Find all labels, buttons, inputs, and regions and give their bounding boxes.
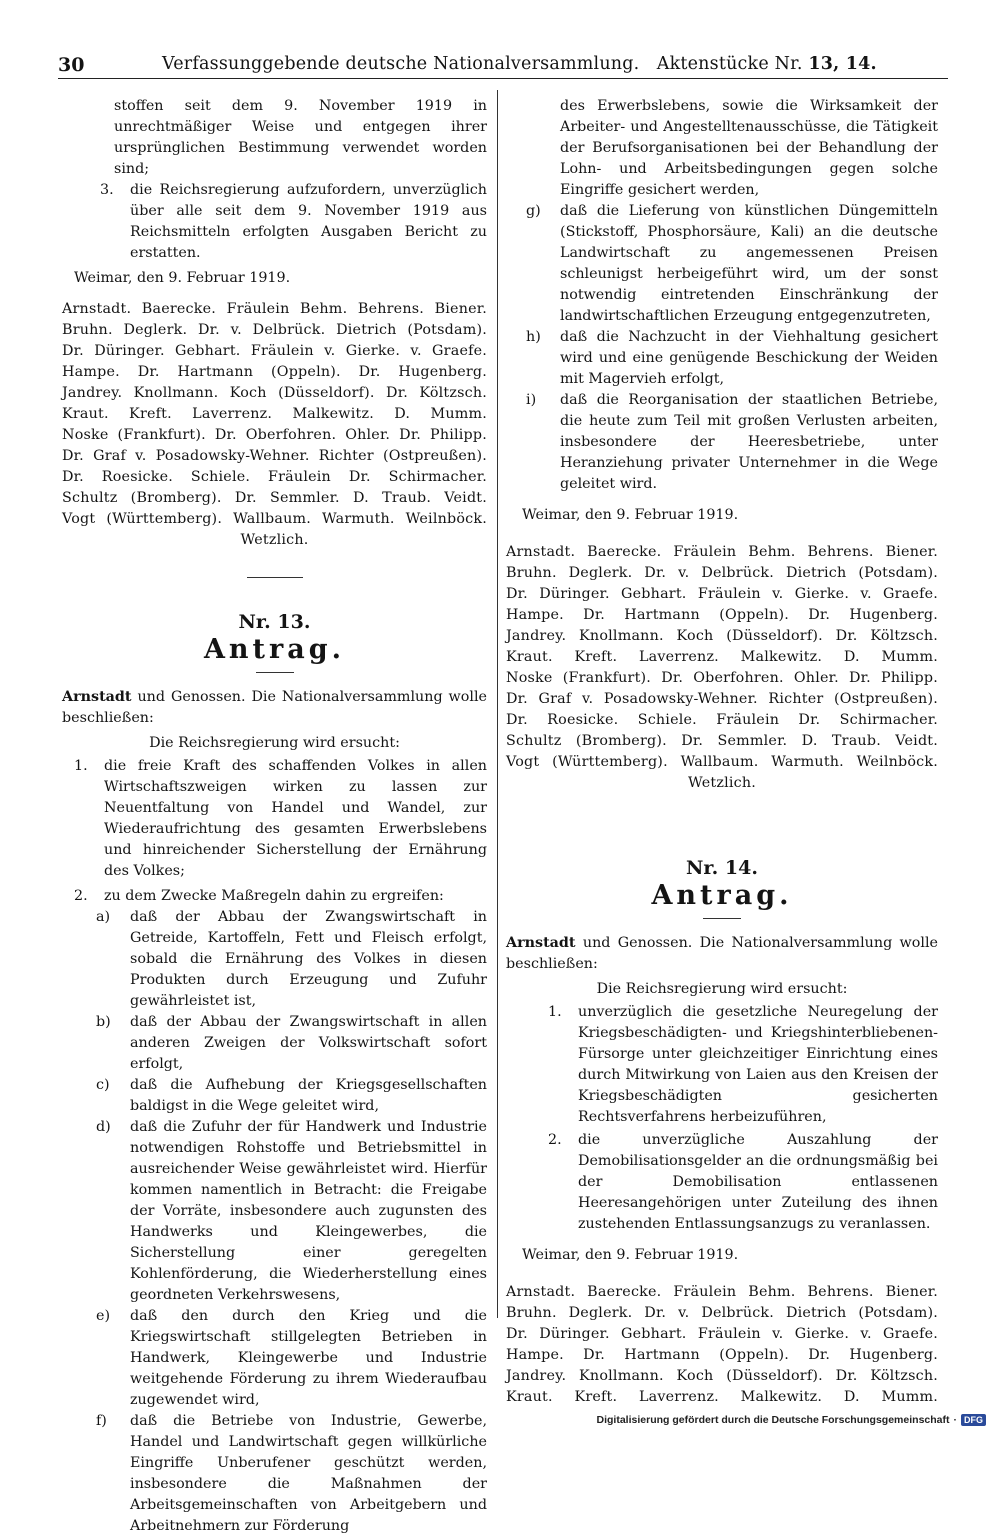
page-header — [58, 52, 948, 78]
motion-mover: Arnstadt — [506, 935, 576, 951]
signatory-line: Arnstadt. Baerecke. Fräulein Behm. Behrens. Biener. — [506, 1284, 938, 1300]
place-date: Weimar, den 9. Februar 1919. — [522, 507, 739, 523]
sub-item — [526, 201, 938, 327]
sub-item-text: daß der Abbau der Zwangswirtschaft in allen anderen Zweigen der Volkswirtschaft sofort erfolgt, — [130, 1014, 487, 1072]
page-number: 30 — [58, 54, 85, 76]
item-number: 1. — [74, 758, 88, 774]
motion-intro-text: und Genossen. Die Nationalversammlung wolle beschließen: — [62, 689, 487, 726]
signatory-line: Dr. Düringer. Gebhart. Fräulein v. Gierke. v. Graefe. — [506, 586, 938, 602]
signatory-list — [62, 299, 487, 551]
signatory-line: Noske (Frankfurt). Dr. Oberfohren. Ohler. Dr. Philipp. — [62, 427, 487, 443]
signatory-line: Arnstadt. Baerecke. Fräulein Behm. Behrens. Biener. — [62, 301, 487, 317]
item-number: 3. — [100, 182, 114, 198]
right-column — [506, 96, 938, 1408]
sub-item-letter: i) — [526, 392, 537, 408]
sub-item-text: daß die Lieferung von künstlichen Düngemitteln (Stickstoff, Phosphorsäure, Kali) an die deutsche Landwirtschaft zu angemessenen Preisen schleunigst herbeigeführt wird, um der sonst notwendig eintretenden Einschränkung der landwirtschaftlichen Erzeugung entgegenzutreten, — [560, 203, 938, 324]
sub-item — [96, 1075, 487, 1117]
item-1 — [506, 1002, 938, 1128]
place-date: Weimar, den 9. Februar 1919. — [522, 1247, 739, 1263]
item-number: 2. — [548, 1132, 562, 1148]
docs-numbers: 13, 14. — [808, 54, 877, 74]
credit-separator: · — [953, 1414, 957, 1426]
credit-text: Digitalisierung gefördert durch die Deutsche Forschungsgemeinschaft — [596, 1414, 950, 1426]
item-1 — [62, 756, 487, 882]
signatory-line: Dr. Graf v. Posadowsky-Wehner. Richter (Ostpreußen). — [62, 448, 487, 464]
sub-item-letter: h) — [526, 329, 541, 345]
signatory-line: Jandrey. Knollmann. Koch (Düsseldorf). Dr. Költzsch. — [506, 1368, 938, 1384]
item-number: 2. — [74, 888, 88, 904]
signatory-line: Kraut. Kreft. Laverrenz. Malkewitz. D. Mumm. — [506, 1389, 938, 1405]
dfg-logo-icon: DFG — [961, 1414, 986, 1426]
sub-item — [96, 907, 487, 1012]
sub-item-letter: a) — [96, 909, 111, 925]
signatory-list — [506, 1282, 938, 1408]
signatory-line: Hampe. Dr. Hartmann (Oppeln). Dr. Hugenberg. — [62, 364, 487, 380]
motion-mover: Arnstadt — [62, 689, 132, 705]
continuation-paragraph: stoffen seit dem 9. November 1919 in unrechtmäßiger Weise und entgegen ihrer ursprünglichen Bestimmung verwendet worden sind; — [114, 98, 487, 177]
signatory-line: Hampe. Dr. Hartmann (Oppeln). Dr. Hugenberg. — [506, 607, 938, 623]
signatory-line: Arnstadt. Baerecke. Fräulein Behm. Behrens. Biener. — [506, 544, 938, 560]
motion-intro-text: und Genossen. Die Nationalversammlung wolle beschließen: — [506, 935, 939, 972]
item-text: unverzüglich die gesetzliche Neuregelung der Kriegsbeschädigten- und Kriegshinterbliebenen-Fürsorge unter gleichzeitiger Einrichtung eines durch Mitwirkung von Laien aus den Kreisen der Kriegsbeschädigten gesicherten Rechtsverfahrens herbeizuführen, — [578, 1004, 938, 1125]
resolution-line: Die Reichsregierung wird ersucht: — [149, 735, 400, 751]
signatory-line: Kraut. Kreft. Laverrenz. Malkewitz. D. Mumm. — [62, 406, 487, 422]
column-divider — [497, 90, 498, 1318]
signatory-line: Jandrey. Knollmann. Koch (Düsseldorf). Dr. Költzsch. — [62, 385, 487, 401]
signatory-line: Vogt (Württemberg). Wallbaum. Warmuth. Weilnböck. — [506, 754, 938, 770]
signatory-line: Bruhn. Deglerk. Dr. v. Delbrück. Dietrich (Potsdam). — [62, 322, 487, 338]
signatory-line: Vogt (Württemberg). Wallbaum. Warmuth. Weilnböck. — [62, 511, 487, 527]
signatory-line: Dr. Roesicke. Schiele. Fräulein Dr. Schirmacher. — [506, 712, 938, 728]
running-title — [162, 54, 877, 74]
sub-item-letter: b) — [96, 1014, 111, 1030]
place-date: Weimar, den 9. Februar 1919. — [74, 270, 291, 286]
sub-item — [96, 1012, 487, 1075]
signatory-line: Dr. Graf v. Posadowsky-Wehner. Richter (Ostpreußen). — [506, 691, 938, 707]
sub-item-text: daß die Aufhebung der Kriegsgesellschaften baldigst in die Wege geleitet wird, — [130, 1077, 487, 1114]
sub-item-letter: e) — [96, 1308, 111, 1324]
motion-intro — [506, 933, 938, 975]
resolution-line: Die Reichsregierung wird ersucht: — [596, 981, 848, 997]
sub-item-letter: d) — [96, 1119, 111, 1135]
item-text: die Reichsregierung aufzufordern, unverzüglich über alle seit dem 9. November 1919 aus Reichsmitteln erfolgten Ausgaben Bericht zu erstatten. — [130, 182, 487, 261]
continued-item-3 — [62, 180, 487, 264]
left-column — [62, 96, 487, 1537]
sub-item-letter: g) — [526, 203, 541, 219]
digitization-credit — [597, 1414, 986, 1426]
sub-item — [96, 1306, 487, 1411]
sub-item — [526, 390, 938, 495]
signatory-line: Hampe. Dr. Hartmann (Oppeln). Dr. Hugenberg. — [506, 1347, 938, 1363]
signatory-line: Noske (Frankfurt). Dr. Oberfohren. Ohler. Dr. Philipp. — [506, 670, 938, 686]
sub-item — [96, 1411, 487, 1537]
sub-item-text: daß den durch den Krieg und die Kriegswirtschaft stillgelegten Betrieben in Handwerk, Kleingewerbe und Industrie weitgehende Förderung zu ihrem Wiederaufbau zugewendet wird, — [130, 1308, 487, 1408]
sub-item — [526, 327, 938, 390]
item-text: zu dem Zwecke Maßregeln dahin zu ergreifen: — [104, 888, 444, 904]
signatory-line: Dr. Düringer. Gebhart. Fräulein v. Gierke. v. Graefe. — [62, 343, 487, 359]
signatory-line: Dr. Düringer. Gebhart. Fräulein v. Gierke. v. Graefe. — [506, 1326, 938, 1342]
sub-item-letter: f) — [96, 1413, 107, 1429]
item-2 — [62, 886, 487, 907]
heading-rule — [256, 672, 294, 673]
signatory-line: Wetzlich. — [688, 775, 756, 791]
signatory-line: Jandrey. Knollmann. Koch (Düsseldorf). Dr. Költzsch. — [506, 628, 938, 644]
sub-item-text: daß der Abbau der Zwangswirtschaft in Getreide, Kartoffeln, Fett und Fleisch erfolgt, sobald die Ernährung des Volkes in diesen Produkten durch Erzeugung und Zufuhr gewährleistet ist, — [130, 909, 487, 1009]
sub-item-list — [506, 201, 938, 495]
item-number: 1. — [548, 1004, 562, 1020]
sub-item-text: daß die Reorganisation der staatlichen Betriebe, die heute zum Teil mit großen Verlusten arbeiten, insbesondere der Heeresbetriebe, unter Heranziehung privater Unternehmer in die Wege geleitet wird. — [560, 392, 938, 492]
item-text: die freie Kraft des schaffenden Volkes in allen Wirtschaftszweigen wirken zu lassen zur Neuentfaltung von Handel und Wandel, zur Wiederaufrichtung des gesamten Erwerbslebens und hinreichender Sicherstellung der Ernährung des Volkes; — [104, 758, 487, 879]
signatory-line: Kraut. Kreft. Laverrenz. Malkewitz. D. Mumm. — [506, 649, 938, 665]
sub-item-letter: c) — [96, 1077, 110, 1093]
document-heading: Antrag. — [203, 634, 346, 665]
document-number: Nr. 13. — [238, 611, 311, 633]
signatory-line: Dr. Roesicke. Schiele. Fräulein Dr. Schirmacher. — [62, 469, 487, 485]
sub-item-text: daß die Zufuhr der für Handwerk und Industrie notwendigen Rohstoffe und Betriebsmittel in ausreichender Weise gewährleistet wird. Hierfür kommen namentlich in Betracht: die Freigabe der Vorräte, insbesondere auch zugunsten des Handwerks und Kleingewerbes, die Sicherstellung einer geregelten Kohlenförderung, die Wiederherstellung eines geordneten Verkehrswesens, — [130, 1119, 487, 1303]
signatory-line: Bruhn. Deglerk. Dr. v. Delbrück. Dietrich (Potsdam). — [506, 1305, 938, 1321]
sub-item-list — [62, 907, 487, 1537]
signatory-line: Schultz (Bromberg). Dr. Semmler. D. Traub. Veidt. — [506, 733, 938, 749]
docs-label: Aktenstücke Nr. — [656, 54, 803, 74]
header-rule — [58, 78, 948, 79]
signatory-list — [506, 542, 938, 794]
sub-item-text: daß die Betriebe von Industrie, Gewerbe, Handel und Landwirtschaft gegen willkürliche Eingriffe Unberufener geschützt werden, insbesondere die Maßnahmen der Arbeitsgemeinschaften von Arbeitgebern und Arbeitnehmern zur Förderung — [130, 1413, 487, 1534]
continuation-paragraph: des Erwerbslebens, sowie die Wirksamkeit der Arbeiter- und Angestelltenausschüsse, die Tätigkeit der Berufsorganisationen bei der Behandlung der Lohn- und Arbeitsbedingungen gegen solche Eingriffe gesichert werden, — [560, 98, 938, 198]
assembly-title: Verfassunggebende deutsche Nationalversammlung. — [162, 54, 640, 74]
document-number: Nr. 14. — [686, 857, 758, 879]
signatory-line: Schultz (Bromberg). Dr. Semmler. D. Traub. Veidt. — [62, 490, 487, 506]
signatory-line: Bruhn. Deglerk. Dr. v. Delbrück. Dietrich (Potsdam). — [506, 565, 938, 581]
motion-intro — [62, 687, 487, 729]
signatory-line: Wetzlich. — [240, 532, 309, 548]
section-rule — [247, 577, 303, 578]
item-2 — [506, 1130, 938, 1235]
heading-rule — [703, 918, 741, 919]
document-heading: Antrag. — [651, 880, 793, 911]
item-text: die unverzügliche Auszahlung der Demobilisationsgelder an die ordnungsmäßig bei der Demobilisation entlassenen Heeresangehörigen unter Zuteilung des ihnen zustehenden Entlassungsanzugs zu veranlassen. — [578, 1132, 938, 1232]
sub-item-text: daß die Nachzucht in der Viehhaltung gesichert wird und eine genügende Beschickung der Weiden mit Magervieh erfolgt, — [560, 329, 938, 387]
sub-item — [96, 1117, 487, 1306]
